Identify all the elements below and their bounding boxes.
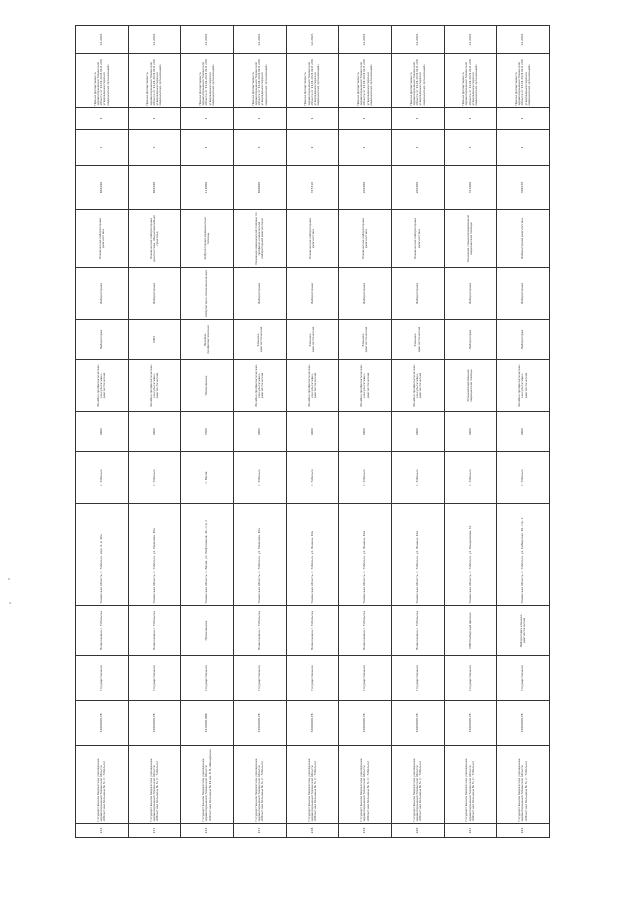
- count-cell: 1: [497, 130, 550, 166]
- subdivision-cell: Поликлиника г. Тобольска: [391, 606, 444, 656]
- subdivision-cell: МФП Сибирский филиал: [444, 606, 497, 656]
- subdivision-cell: Поликлиника г. Тобольска: [286, 606, 339, 656]
- activity-cell: Клиническая лабораторная диагностика: [339, 210, 392, 268]
- activity-cell: Оказание медицинской помощи по профилю клинической лабораторной диагностики: [233, 210, 286, 268]
- activity-cell: Амбулаторная медицинская помощь: [181, 210, 234, 268]
- row-number-cell: 220: [391, 824, 444, 838]
- row-number-cell: 214: [76, 824, 129, 838]
- flag-cell: 1: [286, 108, 339, 130]
- inn-code-cell: 7206000178: [76, 701, 129, 746]
- flag-cell: 1: [339, 108, 392, 130]
- organization-name-cell: Государственное бюджетное учреждение здравоохранения Тюменской области «Областная больница № 3» (г. Тобольск): [391, 746, 444, 824]
- okved-code-cell: 112000: [181, 166, 234, 210]
- row-number-cell: 221: [444, 824, 497, 838]
- count-cell: 1: [286, 130, 339, 166]
- organization-name-cell: Государственное бюджетное учреждение здравоохранения Тюменской области «Областная больница № 3» (г. Тобольск): [497, 746, 550, 824]
- table-row: [76, 26, 129, 838]
- address-cell: Тюменская область, г. Тобольск, ул. Ленина, 10а: [339, 504, 392, 606]
- okved-code-cell: 311000: [444, 166, 497, 210]
- okved-code-cell: 866000: [233, 166, 286, 210]
- region-code-cell: 4400: [286, 412, 339, 452]
- organization-name-cell: Государственное бюджетное учреждение здравоохранения Тюменской области «Областная больница № 3» (г. Тобольск): [76, 746, 129, 824]
- subdivision-cell: Поликлиника г. Тобольска: [233, 606, 286, 656]
- address-cell: Тюменская область, г. Тобольск, мкр. 4, д. 10а: [76, 504, 129, 606]
- ownership-form-cell: Государственное: [181, 656, 234, 701]
- ownership-form-cell: Государственное: [497, 656, 550, 701]
- inn-code-cell: 7206000178: [444, 701, 497, 746]
- okved-code-cell: 375310: [286, 166, 339, 210]
- activity-cell: Клиническая лабораторная диагностика: [391, 210, 444, 268]
- count-cell: 3: [444, 130, 497, 166]
- organization-name-cell: Государственное бюджетное учреждение здравоохранения Тюменской области «Областная больница № 3» (г. Тобольск): [339, 746, 392, 824]
- region-code-cell: 4400: [391, 412, 444, 452]
- address-cell: Тюменская область, г. Тобольск, ул. Сибирская, 19, стр. 2: [497, 504, 550, 606]
- service-cell: Клинико-диагностическая: [339, 320, 392, 360]
- flag-cell: 1: [128, 108, 181, 130]
- inn-code-cell: 7216001989: [181, 701, 234, 746]
- legal-basis-cell: Приказ Департамента здравоохранения Тюменской области от 11.01.2021 № 8 «Об утверждении перечня медицинских организаций»: [391, 54, 444, 108]
- institution-type-cell: Поликлиника: [181, 360, 234, 412]
- subdivision-cell: Поликлиника г. Тобольска: [128, 606, 181, 656]
- organization-name-cell: Государственное бюджетное учреждение здравоохранения Тюменской области «Областная больница № 14 им. В.Н. Шанаурина»: [181, 746, 234, 824]
- address-cell: Тюменская область, г. Тобольск, ул. Ремезова, 10а: [233, 504, 286, 606]
- subdivision-cell: Лаборатория клинико-диагностическая: [497, 606, 550, 656]
- locality-cell: г. Тобольск: [391, 452, 444, 504]
- okved-code-cell: 309170: [497, 166, 550, 210]
- legal-basis-cell: Приказ Департамента здравоохранения Тюменской области от 11.01.2021 № 8 «Об утверждении перечня медицинских организаций»: [339, 54, 392, 108]
- table-row: [233, 26, 286, 838]
- region-code-cell: 4400: [339, 412, 392, 452]
- date-cell: 12.2021: [128, 26, 181, 54]
- row-number-cell: 217: [233, 824, 286, 838]
- scan-speck: [8, 578, 10, 580]
- institution-type-cell: Лечебно-профилактическая, консультативно-диагностическая: [391, 360, 444, 412]
- table-row: [391, 26, 444, 838]
- scan-speck: [9, 602, 11, 604]
- activity-cell: Клиническая лабораторная диагностика: [286, 210, 339, 268]
- count-cell: 2: [128, 130, 181, 166]
- ownership-form-cell: Государственное: [391, 656, 444, 701]
- region-code-cell: 4400: [128, 412, 181, 452]
- okved-code-cell: 866190: [76, 166, 129, 210]
- table-row: [444, 26, 497, 838]
- flag-cell: 1: [76, 108, 129, 130]
- ownership-form-cell: Государственное: [286, 656, 339, 701]
- institution-type-cell: Специализированная медицинская помощь: [444, 360, 497, 412]
- row-number-cell: 222: [497, 824, 550, 838]
- inn-code-cell: 7206000178: [128, 701, 181, 746]
- rotated-document-page: [75, 33, 550, 838]
- date-cell: 12.2021: [233, 26, 286, 54]
- registry-table: [75, 25, 550, 838]
- address-cell: Тюменская область, г. Тобольск, ул. Менделеева, 12: [444, 504, 497, 606]
- organization-name-cell: Государственное бюджетное учреждение здравоохранения Тюменской области «Областная больница № 3» (г. Тобольск): [286, 746, 339, 824]
- locality-cell: г. Тобольск: [286, 452, 339, 504]
- date-cell: 12.2021: [391, 26, 444, 54]
- ownership-form-cell: Государственное: [76, 656, 129, 701]
- institution-type-cell: Лечебно-профилактическая, консультативно-диагностическая: [286, 360, 339, 412]
- service-cell: Лаборатория: [76, 320, 129, 360]
- profile-cell: Лабораторная: [233, 268, 286, 320]
- profile-cell: Лабораторная: [76, 268, 129, 320]
- profile-cell: Лабораторная: [286, 268, 339, 320]
- legal-basis-cell: Приказ Департамента здравоохранения Тюменской области от 11.01.2021 № 8 «Об утверждении перечня медицинских организаций»: [233, 54, 286, 108]
- ownership-form-cell: Государственное: [128, 656, 181, 701]
- legal-basis-cell: Приказ Департамента здравоохранения Тюменской области от 11.01.2021 № 8 «Об утверждении перечня медицинских организаций»: [128, 54, 181, 108]
- ownership-form-cell: Государственное: [339, 656, 392, 701]
- region-code-cell: 4400: [497, 412, 550, 452]
- flag-cell: 1: [444, 108, 497, 130]
- service-cell: ОБП: [128, 320, 181, 360]
- table-row: [339, 26, 392, 838]
- count-cell: 3: [233, 130, 286, 166]
- inn-code-cell: 7206000178: [286, 701, 339, 746]
- legal-basis-cell: Приказ Департамента здравоохранения Тюменской области от 11.01.2021 № 8 «Об утверждении перечня медицинских организаций»: [444, 54, 497, 108]
- service-cell: Лаборатория: [497, 320, 550, 360]
- profile-cell: Лабораторная: [339, 268, 392, 320]
- date-cell: 12.2021: [444, 26, 497, 54]
- locality-cell: г. Тобольск: [128, 452, 181, 504]
- service-cell: Клинико-диагностическая: [286, 320, 339, 360]
- service-cell: Клинико-диагностическая: [233, 320, 286, 360]
- count-cell: 2: [76, 130, 129, 166]
- locality-cell: г. Тобольск: [339, 452, 392, 504]
- service-cell: Клинико-диагностическая: [391, 320, 444, 360]
- date-cell: 12.2021: [286, 26, 339, 54]
- inn-code-cell: 7206000178: [339, 701, 392, 746]
- count-cell: 1: [339, 130, 392, 166]
- activity-cell: Клиническая лабораторная диагностика: [76, 210, 129, 268]
- locality-cell: г. Тобольск: [444, 452, 497, 504]
- address-cell: Тюменская область, г. Тобольск, ул. Ленина, 10а: [391, 504, 444, 606]
- service-cell: Лаборатория: [444, 320, 497, 360]
- organization-name-cell: Государственное бюджетное учреждение здравоохранения Тюменской области «Областная больница № 3» (г. Тобольск): [444, 746, 497, 824]
- table-row: [286, 26, 339, 838]
- subdivision-cell: Поликлиника: [181, 606, 234, 656]
- region-code-cell: 4400: [233, 412, 286, 452]
- organization-name-cell: Государственное бюджетное учреждение здравоохранения Тюменской области «Областная больница № 3» (г. Тобольск): [128, 746, 181, 824]
- row-number-cell: 218: [286, 824, 339, 838]
- region-code-cell: 3300: [181, 412, 234, 452]
- locality-cell: г. Тобольск: [497, 452, 550, 504]
- profile-cell: Лабораторная: [128, 268, 181, 320]
- okved-code-cell: 291000: [339, 166, 392, 210]
- profile-cell: Лабораторная: [391, 268, 444, 320]
- activity-cell: Оказание специализированной медицинской помощи: [444, 210, 497, 268]
- legal-basis-cell: Приказ Департамента здравоохранения Тюменской области от 11.01.2021 № 8 «Об утверждении перечня медицинских организаций»: [286, 54, 339, 108]
- legal-basis-cell: Приказ Департамента здравоохранения Тюменской области от 11.01.2021 № 8 «Об утверждении перечня медицинских организаций»: [76, 54, 129, 108]
- table-row: [128, 26, 181, 838]
- region-code-cell: 4400: [444, 412, 497, 452]
- address-cell: Тюменская область, с. Вагай, ул. Нефтяников, 10, стр. 2: [181, 504, 234, 606]
- row-number-cell: 215: [128, 824, 181, 838]
- subdivision-cell: Поликлиника г. Тобольска: [339, 606, 392, 656]
- date-cell: 12.2021: [339, 26, 392, 54]
- table-row: [181, 26, 234, 838]
- profile-cell: Лабораторная: [497, 268, 550, 320]
- okved-code-cell: 866190: [128, 166, 181, 210]
- institution-type-cell: Лечебно-профилактическая, консультативно-диагностическая: [128, 360, 181, 412]
- table-row: [497, 26, 550, 838]
- row-number-cell: 216: [181, 824, 234, 838]
- flag-cell: 1: [233, 108, 286, 130]
- row-number-cell: 219: [339, 824, 392, 838]
- activity-cell: Лабораторная диагностика: [497, 210, 550, 268]
- institution-type-cell: Лечебно-профилактическая, консультативно-диагностическая: [339, 360, 392, 412]
- address-cell: Тюменская область, г. Тобольск, ул. Ленина, 10а: [286, 504, 339, 606]
- inn-code-cell: 7206000178: [233, 701, 286, 746]
- date-cell: 12.2021: [497, 26, 550, 54]
- locality-cell: г. Тобольск: [76, 452, 129, 504]
- locality-cell: г. Тобольск: [233, 452, 286, 504]
- date-cell: 12.2021: [76, 26, 129, 54]
- ownership-form-cell: Государственное: [233, 656, 286, 701]
- inn-code-cell: 7206000178: [497, 701, 550, 746]
- institution-type-cell: Лечебно-профилактическая, консультативно-диагностическая: [233, 360, 286, 412]
- flag-cell: 1: [497, 108, 550, 130]
- service-cell: Лечебно-профилактическая: [181, 320, 234, 360]
- activity-cell: Клиническая лабораторная диагностика, общая врачебная практика: [128, 210, 181, 268]
- legal-basis-cell: Приказ Департамента здравоохранения Тюменской области от 11.01.2021 № 8 «Об утверждении перечня медицинских организаций»: [181, 54, 234, 108]
- organization-name-cell: Государственное бюджетное учреждение здравоохранения Тюменской области «Областная больница № 3» (г. Тобольск): [233, 746, 286, 824]
- legal-basis-cell: Приказ Департамента здравоохранения Тюменской области от 11.01.2021 № 8 «Об утверждении перечня медицинских организаций»: [497, 54, 550, 108]
- okved-code-cell: 291000: [391, 166, 444, 210]
- institution-type-cell: Лечебно-профилактическая, консультативно-диагностическая: [76, 360, 129, 412]
- profile-cell: Амбулаторно-поликлиническая: [181, 268, 234, 320]
- institution-type-cell: Лечебно-профилактическая, консультативно-диагностическая: [497, 360, 550, 412]
- profile-cell: Лабораторная: [444, 268, 497, 320]
- ownership-form-cell: Государственное: [444, 656, 497, 701]
- subdivision-cell: Поликлиника г. Тобольска: [76, 606, 129, 656]
- address-cell: Тюменская область, г. Тобольск, ул. Ремезова, 10а: [128, 504, 181, 606]
- inn-code-cell: 7206000178: [391, 701, 444, 746]
- date-cell: 12.2021: [181, 26, 234, 54]
- flag-cell: 1: [181, 108, 234, 130]
- flag-cell: 1: [391, 108, 444, 130]
- region-code-cell: 4400: [76, 412, 129, 452]
- locality-cell: с. Вагай: [181, 452, 234, 504]
- count-cell: 1: [391, 130, 444, 166]
- count-cell: 1: [181, 130, 234, 166]
